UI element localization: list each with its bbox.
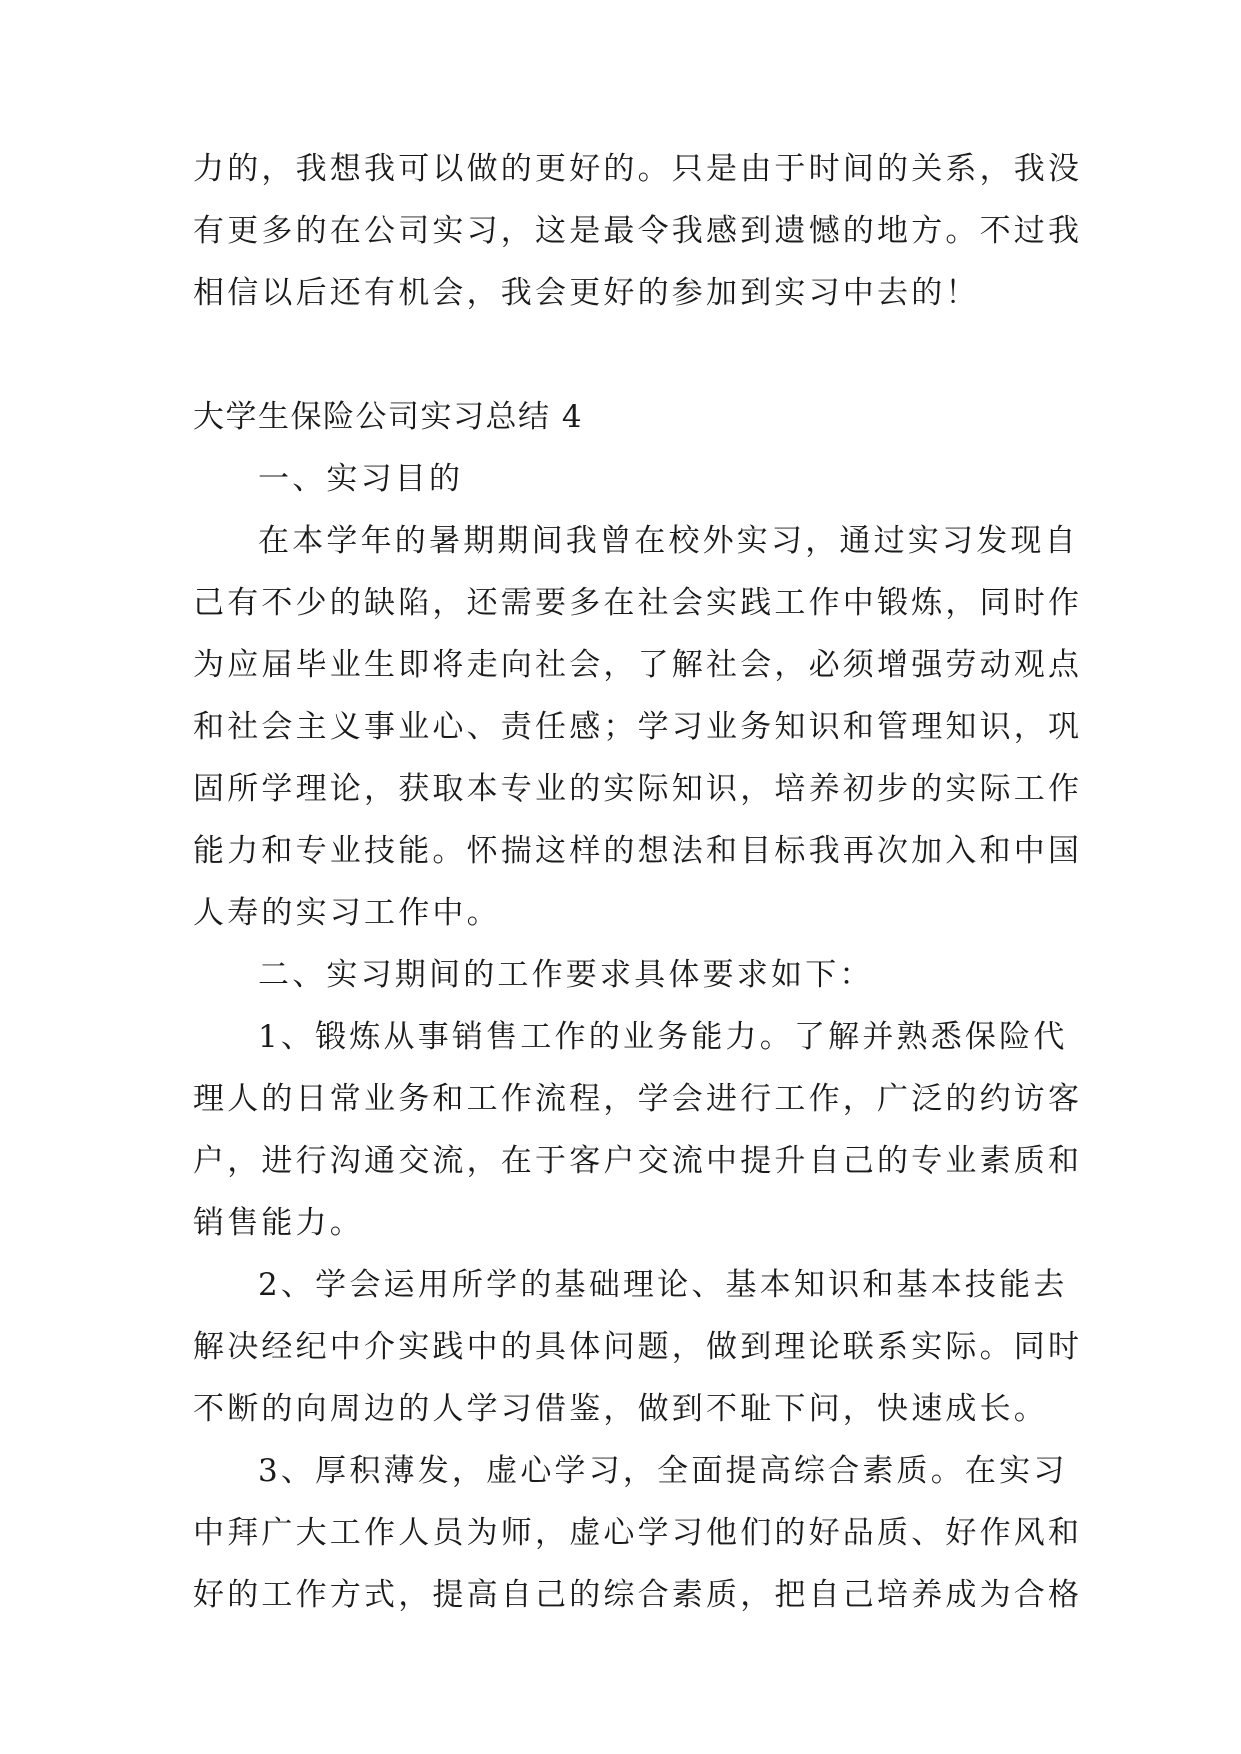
text-line: 好的工作方式，提高自己的综合素质，把自己培养成为合格 bbox=[193, 1577, 1083, 1613]
text-line: 不断的向周边的人学习借鉴，做到不耻下问，快速成长。 bbox=[193, 1391, 1048, 1427]
text-line: 为应届毕业生即将走向社会，了解社会，必须增强劳动观点 bbox=[193, 647, 1083, 683]
heading-requirements: 二、实习期间的工作要求具体要求如下： bbox=[258, 957, 874, 993]
text-line: 相信以后还有机会，我会更好的参加到实习中去的！ bbox=[193, 275, 980, 311]
heading-purpose: 一、实习目的 bbox=[258, 461, 464, 497]
text-line: 2、学会运用所学的基础理论、基本知识和基本技能去 bbox=[258, 1267, 1068, 1303]
text-line: 有更多的在公司实习，这是最令我感到遗憾的地方。不过我 bbox=[193, 213, 1083, 249]
text-line: 理人的日常业务和工作流程，学会进行工作，广泛的约访客 bbox=[193, 1081, 1083, 1117]
text-line: 固所学理论，获取本专业的实际知识，培养初步的实际工作 bbox=[193, 771, 1083, 807]
text-line: 销售能力。 bbox=[193, 1205, 364, 1241]
text-line: 3、厚积薄发，虚心学习，全面提高综合素质。在实习 bbox=[258, 1453, 1068, 1489]
text-line: 在本学年的暑期期间我曾在校外实习，通过实习发现自 bbox=[258, 523, 1079, 559]
text-line: 中拜广大工作人员为师，虚心学习他们的好品质、好作风和 bbox=[193, 1515, 1083, 1551]
text-line: 力的，我想我可以做的更好的。只是由于时间的关系，我没 bbox=[193, 151, 1083, 187]
text-line: 和社会主义事业心、责任感；学习业务知识和管理知识，巩 bbox=[193, 709, 1083, 745]
text-line: 人寿的实习工作中。 bbox=[193, 895, 501, 931]
text-line: 1、锻炼从事销售工作的业务能力。了解并熟悉保险代 bbox=[258, 1019, 1068, 1055]
text-line: 解决经纪中介实践中的具体问题，做到理论联系实际。同时 bbox=[193, 1329, 1083, 1365]
section-title: 大学生保险公司实习总结 4 bbox=[193, 399, 584, 435]
text-line: 己有不少的缺陷，还需要多在社会实践工作中锻炼，同时作 bbox=[193, 585, 1083, 621]
text-line: 能力和专业技能。怀揣这样的想法和目标我再次加入和中国 bbox=[193, 833, 1083, 869]
text-line: 户，进行沟通交流，在于客户交流中提升自己的专业素质和 bbox=[193, 1143, 1083, 1179]
